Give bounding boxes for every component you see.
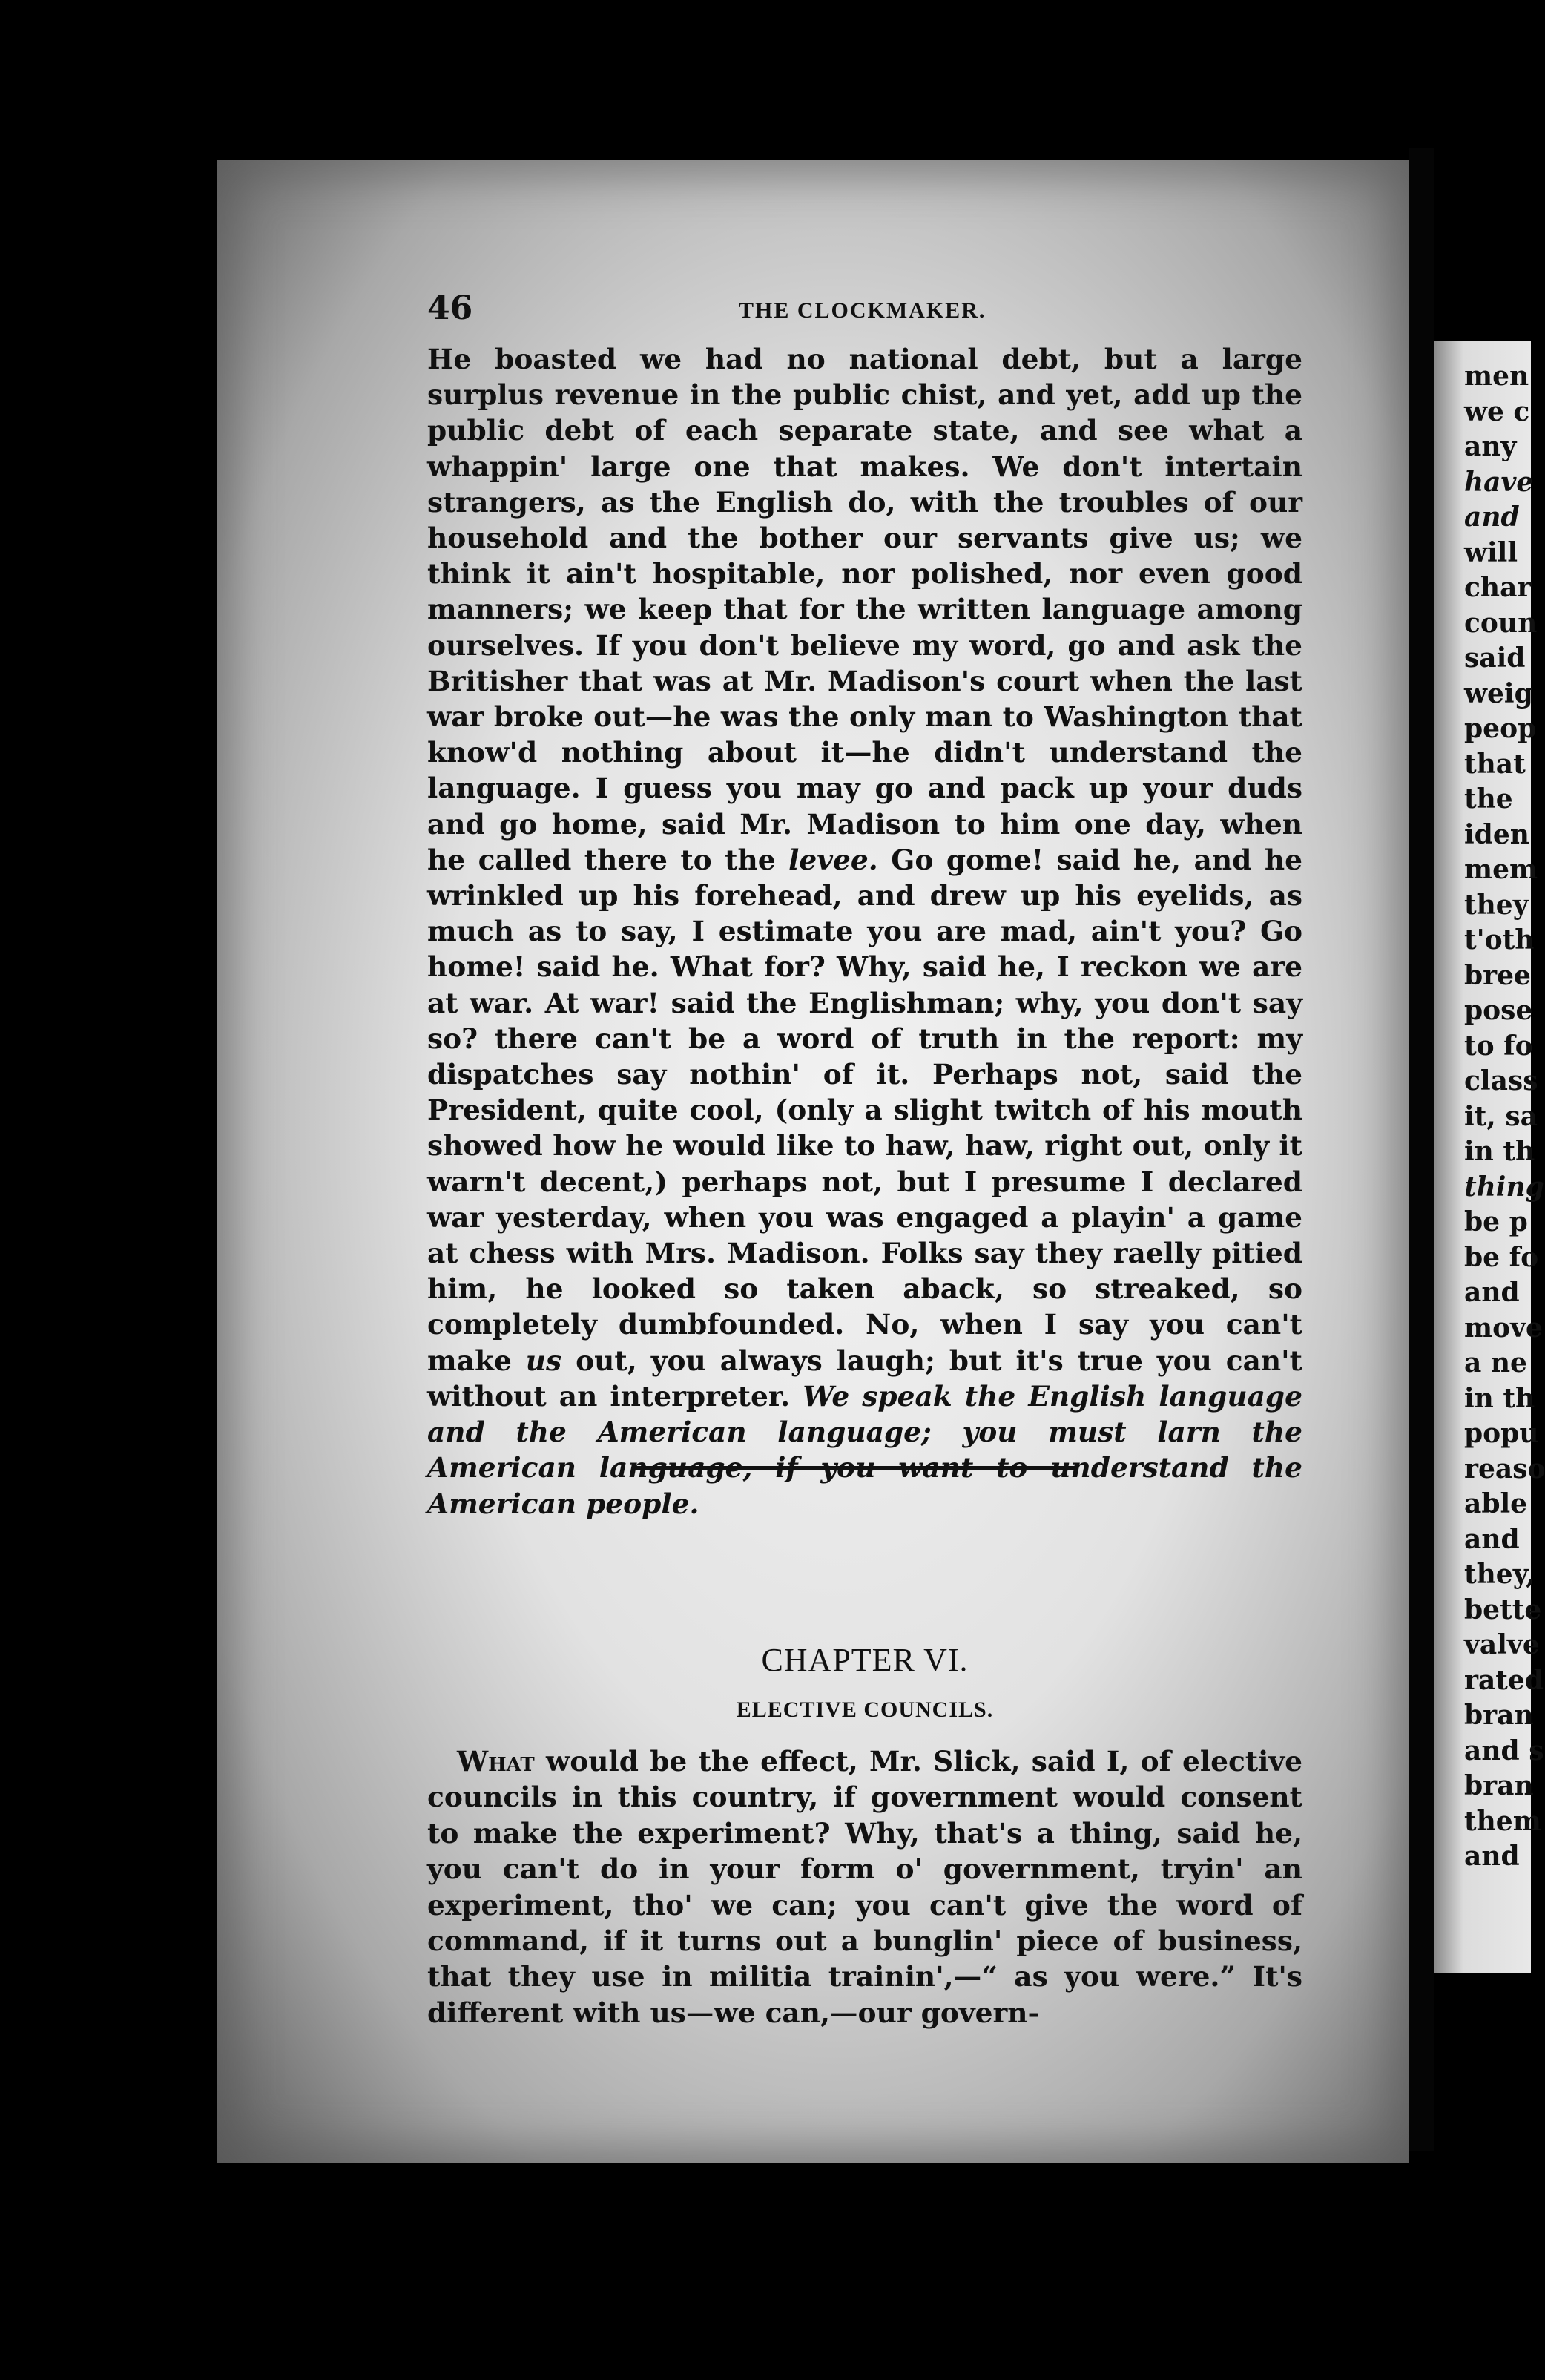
facing-line: t'oth [1464, 924, 1535, 956]
facing-line: be p [1464, 1206, 1528, 1237]
body-text-part: out, you always laugh; but it's true you can't without an interpreter. [427, 1344, 1302, 1413]
facing-line: have [1464, 466, 1534, 498]
facing-line: weig [1464, 677, 1533, 709]
facing-line: it, sa [1464, 1100, 1538, 1132]
facing-line: popu [1464, 1418, 1539, 1449]
chapter-paragraph [427, 1743, 1302, 2031]
facing-line: and [1464, 1277, 1520, 1308]
facing-line: and [1464, 1523, 1520, 1555]
facing-line: that [1464, 748, 1526, 780]
facing-line: we c [1464, 395, 1530, 427]
facing-line: bree [1464, 959, 1531, 991]
facing-line: reaso [1464, 1453, 1545, 1485]
facing-line: pose [1464, 995, 1533, 1026]
facing-line: they [1464, 889, 1529, 921]
facing-line: move [1464, 1312, 1543, 1344]
body-text-part: Go gome! said he, and he wrinkled up his forehead, and drew up his eyelids, as much as to say, I estimate you are mad, ain't you? Go home! said he. What for? Why, said he, I reckon we are at war. At war! said the Englishman; why, you don't say so? there can't be a word of truth in the report: my dispatches say nothin' of it. Perhaps not, said the President, quite cool, (only a slight twitch of his mouth showed how he would like to haw, haw, right out, only it warn't decent,) perhaps not, but I presume I declared war yesterday, when you was engaged a playin' a game at chess with Mrs. Madison. Folks say they raelly pitied him, he looked so taken aback, so streaked, so completely dumbfounded. No, when I say you can't make [427, 843, 1302, 1377]
facing-line: mem [1464, 854, 1538, 885]
facing-line: iden [1464, 818, 1529, 850]
facing-page-fragment [1434, 341, 1545, 1973]
facing-line: in th [1464, 1136, 1535, 1167]
facing-line: bette [1464, 1594, 1542, 1625]
facing-line: be fo [1464, 1241, 1539, 1273]
book-gutter [1409, 148, 1434, 2151]
facing-line: coun [1464, 607, 1538, 639]
facing-line: men [1464, 361, 1529, 392]
facing-line: thing [1464, 1171, 1544, 1203]
body-italic-closing: We speak the English language and the American language; you must larn the American language, if you want to understand the American people. [427, 1379, 1302, 1520]
facing-line: valve [1464, 1629, 1540, 1660]
facing-line: char [1464, 572, 1532, 603]
body-italic-levee: levee. [788, 843, 878, 876]
facing-page-lines [1464, 359, 1545, 1875]
facing-line: and [1464, 502, 1520, 533]
facing-line: will [1464, 536, 1518, 568]
facing-line: the [1464, 783, 1513, 815]
body-italic-us: us [525, 1344, 562, 1377]
facing-line: rated [1464, 1664, 1544, 1696]
facing-line: class [1464, 1065, 1538, 1097]
facing-line: able [1464, 1488, 1528, 1519]
facing-line: any [1464, 431, 1517, 462]
facing-line: a ne [1464, 1347, 1527, 1378]
chapter-text: would be the effect, Mr. Slick, said I, of elective councils in this country, if government would consent to make the experiment? Why, that's a thing, said he, you can't do in your form o' government, tryin' an experiment, tho' we can; you can't give the word of command, if it turns out a bunglin' piece of business, that they use in militia trainin',—“ as you were.” It's different with us—we can,—our govern- [427, 1745, 1302, 2029]
body-text-part: He boasted we had no national debt, but a large surplus revenue in the public chist, and yet, add up the public debt of each separate state, and see what a whappin' large one that makes. We don't intertain strangers, as the English do, with the troubles of our household and the bother our servants give us; we think it ain't hospitable, nor polished, nor even good manners; we keep that for the written language among ourselves. If you don't believe my word, go and ask the Britisher that was at Mr. Madison's court when the last war broke out—he was the only man to Washington that know'd nothing about it—he didn't understand the language. I guess you may go and pack up your duds and go home, said Mr. Madison to him one day, when he called there to the [427, 343, 1302, 876]
facing-line: and [1464, 1841, 1520, 1872]
facing-line: said [1464, 642, 1526, 674]
facing-line: and s [1464, 1735, 1544, 1766]
section-divider [633, 1466, 1078, 1470]
running-title: THE CLOCKMAKER. [739, 298, 986, 323]
chapter-title: CHAPTER VI. [761, 1642, 969, 1678]
body-paragraph [427, 341, 1302, 1522]
facing-line: bran [1464, 1770, 1534, 1801]
page-number: 46 [427, 289, 473, 327]
facing-line: in th [1464, 1382, 1535, 1414]
chapter-subtitle: ELECTIVE COUNCILS. [736, 1697, 994, 1722]
facing-line: peop [1464, 713, 1537, 744]
facing-line: bran [1464, 1700, 1534, 1731]
facing-line: they, [1464, 1559, 1535, 1590]
chapter-opening-word: What [457, 1745, 535, 1778]
running-head [427, 289, 1525, 349]
left-page [217, 160, 1409, 2163]
facing-line: them [1464, 1805, 1541, 1837]
facing-line: to fo [1464, 1030, 1533, 1062]
